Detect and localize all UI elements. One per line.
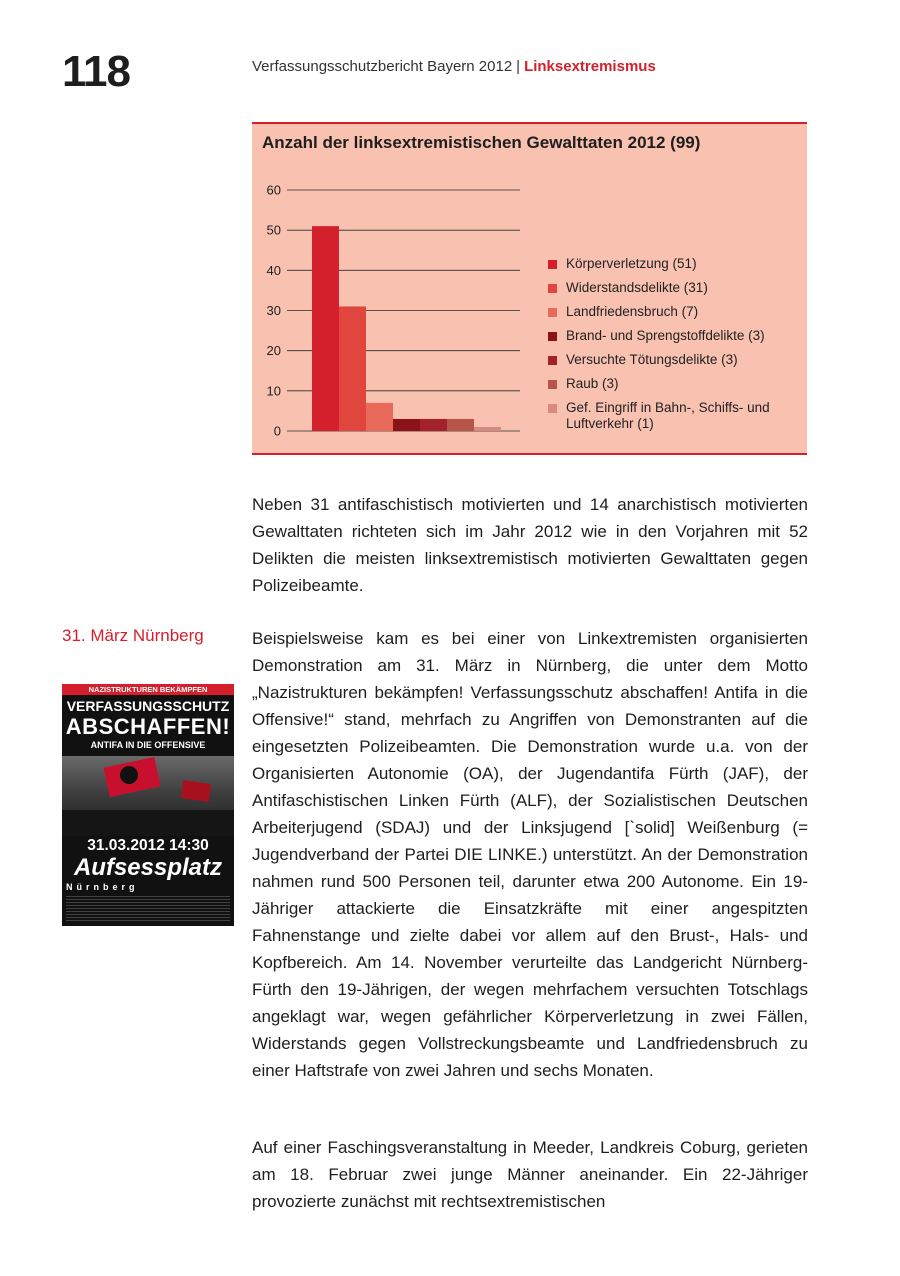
- legend-item: [548, 280, 803, 296]
- legend-item: [548, 352, 803, 368]
- poster-top-banner: NAZISTRUKTUREN BEKÄMPFEN: [62, 684, 234, 695]
- section-title: Linksextremismus: [524, 58, 656, 75]
- legend-label: Versuchte Tötungsdelikte (3): [566, 352, 738, 367]
- poster-city: Nürnberg: [66, 882, 139, 892]
- running-head: [252, 58, 656, 75]
- legend-label: Widerstandsdelikte (31): [566, 280, 708, 295]
- legend-swatch: [548, 356, 557, 365]
- chart-legend: [548, 256, 803, 440]
- y-tick-label: 50: [266, 222, 281, 238]
- legend-swatch: [548, 260, 557, 269]
- legend-item: [548, 256, 803, 272]
- header-separator: |: [516, 58, 521, 75]
- bar-2: [339, 306, 366, 431]
- chart-title: Anzahl der linksextremistischen Gewalttaten 2012 (99): [262, 133, 701, 152]
- poster-headline-1: VERFASSUNGSSCHUTZ: [66, 698, 230, 714]
- y-tick-label: 0: [273, 423, 281, 439]
- poster-place: Aufsessplatz: [73, 854, 223, 881]
- body-paragraph-2: Beispielsweise kam es bei einer von Linkextremisten organisierten Demonstration am 31. März in Nürnberg, die unter dem Motto „Nazistrukturen bekämpfen! Verfassungsschutz abschaffen! Antifa in die Offensive!“ stand, mehrfach zu Angriffen von Demonstranten auf die eingesetzten Polizeibeamten. Die Demonstration wurde u.a. von der Organisierten Autonomie (OA), der Jugendantifa Fürth (JAF), der Antifaschistischen Linken Fürth (ALF), der Sozialistischen Deutschen Arbeiterjugend (SDAJ) und der Linksjugend [`solid] Weißenburg (= Jugendverband der Partei DIE LINKE.) unterstützt. An der Demonstration nahmen rund 500 Personen teil, darunter etwa 200 Autonome. Ein 19-Jähriger attackierte die Einsatzkräfte mit einer angespitzten Fahnenstange und zielte dabei vor allem auf den Brust-, Hals- und Kopfbereich. Am 14. November verurteilte das Landgericht Nürnberg-Fürth den 19-Jährigen, der wegen mehrfachem versuchten Totschlags angeklagt war, wegen gefährlicher Körperverletzung in zwei Fällen, Widerstands gegen Vollstreckungsbeamte und Landfriedensbruch zu einer Haftstrafe von zwei Jahren und sechs Monaten.: [252, 629, 808, 1080]
- chart-panel: [252, 122, 807, 455]
- antifa-logo-icon: [120, 766, 138, 784]
- legend-item: [548, 400, 803, 432]
- body-paragraph-1: Neben 31 antifaschistisch motivierten und 14 anarchistisch motivierten Gewalttaten richteten sich im Jahr 2012 wie in den Vorjahren mit 52 Delikten die meisten linksextremistisch motivierten Gewalttaten gegen Polizeibeamte.: [252, 495, 808, 595]
- legend-swatch: [548, 332, 557, 341]
- body-paragraph-3: Auf einer Faschingsveranstaltung in Meeder, Landkreis Coburg, gerieten am 18. Februar zwei junge Männer aneinander. Ein 22-Jähriger provozierte zunächst mit rechtsextremistischen: [252, 1138, 808, 1211]
- legend-label: Gef. Eingriff in Bahn-, Schiffs- und Luftverkehr (1): [566, 400, 770, 431]
- poster-date-time: 31.03.2012 14:30: [87, 837, 209, 854]
- bar-7: [474, 427, 501, 431]
- y-tick-label: 10: [266, 383, 281, 399]
- legend-label: Raub (3): [566, 376, 619, 391]
- y-tick-label: 20: [266, 343, 281, 359]
- demo-poster-image: [62, 684, 234, 926]
- bar-1: [312, 226, 339, 431]
- bar-4: [393, 419, 420, 431]
- legend-swatch: [548, 404, 557, 413]
- publication-title: Verfassungsschutzbericht Bayern 2012: [252, 58, 513, 75]
- legend-item: [548, 376, 803, 392]
- page-number: 118: [62, 47, 130, 96]
- legend-swatch: [548, 308, 557, 317]
- bar-5: [420, 419, 447, 431]
- poster-fine-print: [66, 896, 230, 922]
- bar-3: [366, 403, 393, 431]
- y-tick-label: 40: [266, 262, 281, 278]
- legend-item: [548, 328, 803, 344]
- y-tick-label: 30: [266, 303, 281, 318]
- flag-icon: [181, 780, 211, 802]
- bar-6: [447, 419, 474, 431]
- margin-note: 31. März Nürnberg: [62, 626, 204, 645]
- poster-photo: [62, 756, 234, 836]
- legend-label: Körperverletzung (51): [566, 256, 697, 271]
- legend-item: [548, 304, 803, 320]
- poster-headline-2: ABSCHAFFEN!: [65, 714, 231, 739]
- poster-headline-3: ANTIFA IN DIE OFFENSIVE: [90, 740, 206, 750]
- crowd-silhouette: [62, 810, 234, 836]
- legend-label: Brand- und Sprengstoffdelikte (3): [566, 328, 765, 343]
- legend-swatch: [548, 284, 557, 293]
- y-tick-label: 60: [266, 182, 281, 198]
- legend-label: Landfriedensbruch (7): [566, 304, 699, 319]
- legend-swatch: [548, 380, 557, 389]
